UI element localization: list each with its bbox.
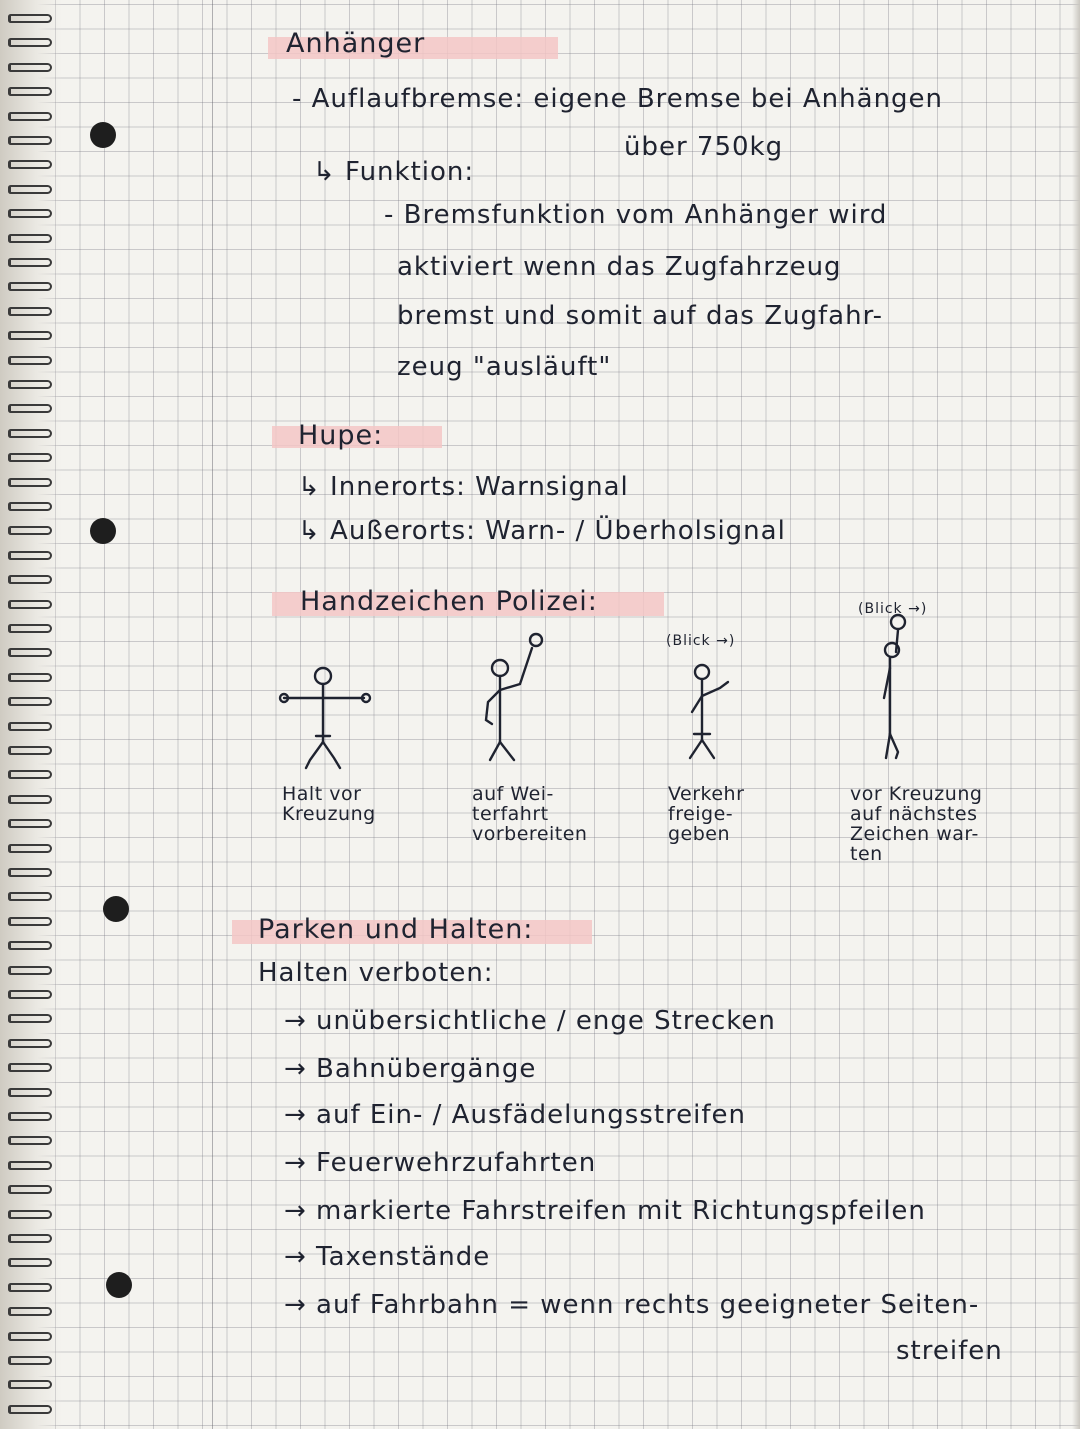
spiral-coil [8, 575, 52, 584]
spiral-coil [8, 1332, 52, 1341]
parken-item: → Bahnübergänge [284, 1054, 537, 1084]
heading-anhaenger: Anhänger [286, 28, 426, 59]
blick-label: (Blick →) [858, 601, 928, 617]
explanation-line: bremst und somit auf das Zugfahr- [397, 301, 883, 331]
spiral-coil [8, 746, 52, 755]
spiral-coil [8, 380, 52, 389]
text-funktion-label: ↳ Funktion: [313, 157, 475, 187]
spiral-coil [8, 1014, 52, 1023]
spiral-coil [8, 648, 52, 657]
spiral-coil [8, 331, 52, 340]
caption-naechstes-zeichen: vor Kreuzung auf nächstes Zeichen war- ten [850, 783, 983, 865]
hupe-item: ↳ Innerorts: Warnsignal [298, 472, 629, 502]
figure-weiterfahrt [470, 632, 550, 772]
spiral-coil [8, 1380, 52, 1389]
heading-handzeichen: Handzeichen Polizei: [300, 586, 598, 617]
spiral-coil [8, 453, 52, 462]
parken-item: → auf Fahrbahn = wenn rechts geeigneter Seiten- [284, 1290, 980, 1320]
parken-item: → Feuerwehrzufahrten [284, 1148, 597, 1178]
spiral-coil [8, 1063, 52, 1072]
spiral-coil [8, 941, 52, 950]
figure-naechstes-zeichen [862, 612, 932, 762]
spiral-binding [0, 0, 62, 1429]
spiral-coil [8, 1356, 52, 1365]
spiral-coil [8, 160, 52, 169]
explanation-line: - Bremsfunktion vom Anhänger wird [384, 200, 888, 230]
spiral-coil [8, 136, 52, 145]
spiral-coil [8, 1283, 52, 1292]
punch-hole [90, 518, 116, 544]
explanation-line: aktiviert wenn das Zugfahrzeug [397, 252, 842, 282]
spiral-coil [8, 624, 52, 633]
spiral-coil [8, 1234, 52, 1243]
spiral-coil [8, 1258, 52, 1267]
spiral-coil [8, 502, 52, 511]
spiral-coil [8, 673, 52, 682]
spiral-coil [8, 356, 52, 365]
spiral-coil [8, 600, 52, 609]
spiral-coil [8, 770, 52, 779]
spiral-coil [8, 1405, 52, 1414]
punch-hole [90, 122, 116, 148]
spiral-coil [8, 38, 52, 47]
page-edge [1072, 0, 1080, 1429]
spiral-coil [8, 1088, 52, 1097]
text-auflaufbremse: - Auflaufbremse: eigene Bremse bei Anhängen [292, 84, 944, 114]
spiral-coil [8, 722, 52, 731]
caption-halt: Halt vor Kreuzung [282, 783, 376, 825]
spiral-coil [8, 478, 52, 487]
subheading-halten-verboten: Halten verboten: [258, 958, 494, 988]
spiral-coil [8, 1307, 52, 1316]
text-ueber-750kg: über 750kg [624, 132, 784, 162]
explanation-line: zeug "ausläuft" [397, 352, 612, 382]
spiral-coil [8, 795, 52, 804]
blick-label: (Blick →) [666, 633, 736, 649]
spiral-coil [8, 868, 52, 877]
margin-line [212, 0, 213, 1429]
spiral-coil [8, 526, 52, 535]
spiral-coil [8, 404, 52, 413]
spiral-coil [8, 917, 52, 926]
caption-freigegeben: Verkehr freige- geben [668, 783, 745, 845]
heading-parken: Parken und Halten: [258, 914, 534, 945]
parken-item: → unübersichtliche / enge Strecken [284, 1006, 776, 1036]
parken-item: → markierte Fahrstreifen mit Richtungspfeilen [284, 1196, 926, 1226]
spiral-coil [8, 112, 52, 121]
spiral-coil [8, 1185, 52, 1194]
spiral-coil [8, 234, 52, 243]
spiral-coil [8, 844, 52, 853]
spiral-coil [8, 87, 52, 96]
heading-hupe: Hupe: [298, 420, 384, 451]
spiral-coil [8, 551, 52, 560]
figure-freigegeben [670, 660, 750, 770]
hupe-item: ↳ Außerorts: Warn- / Überholsignal [298, 516, 786, 546]
spiral-coil [8, 307, 52, 316]
parken-item: → auf Ein- / Ausfädelungsstreifen [284, 1100, 747, 1130]
parken-item: streifen [896, 1336, 1003, 1366]
spiral-coil [8, 990, 52, 999]
punch-hole [103, 896, 129, 922]
spiral-coil [8, 429, 52, 438]
spiral-coil [8, 966, 52, 975]
spiral-coil [8, 1210, 52, 1219]
parken-item: → Taxenstände [284, 1242, 491, 1272]
spiral-coil [8, 258, 52, 267]
spiral-coil [8, 14, 52, 23]
caption-weiterfahrt: auf Wei- terfahrt vorbereiten [472, 783, 588, 845]
spiral-coil [8, 819, 52, 828]
spiral-coil [8, 185, 52, 194]
spiral-coil [8, 1039, 52, 1048]
punch-hole [106, 1272, 132, 1298]
spiral-coil [8, 63, 52, 72]
spiral-coil [8, 1112, 52, 1121]
spiral-coil [8, 1136, 52, 1145]
spiral-coil [8, 209, 52, 218]
spiral-coil [8, 282, 52, 291]
spiral-coil [8, 892, 52, 901]
figure-halt [276, 658, 376, 778]
spiral-coil [8, 1161, 52, 1170]
spiral-coil [8, 697, 52, 706]
